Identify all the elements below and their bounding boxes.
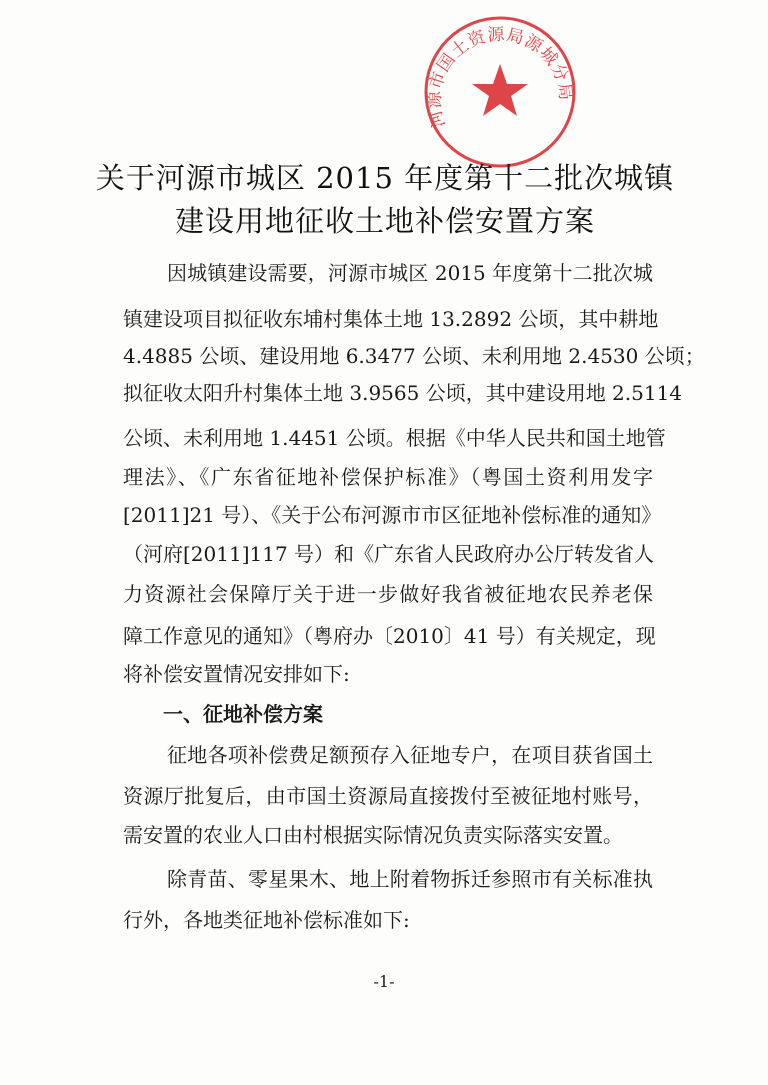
text-line: 镇建设项目拟征收东埔村集体土地 13.2892 公顷，其中耕地 (123, 307, 659, 331)
text-line: 力资源社会保障厅关于进一步做好我省被征地农民养老保 (123, 582, 653, 606)
text-line: 理法》、《广东省征地补偿保护标准》（粤国土资利用发字 (123, 465, 653, 489)
text-line: 需安置的农业人口由村根据实际情况负责实际落实安置。 (123, 823, 623, 847)
section-heading-1: 一、征地补偿方案 (163, 702, 323, 726)
text-line: 拟征收太阳升村集体土地 3.9565 公顷，其中建设用地 2.5114 (123, 381, 683, 405)
text-line: 除青苗、零星果木、地上附着物拆迁参照市有关标准执 (167, 867, 653, 891)
text-line: 征地各项补偿费足额预存入征地专户，在项目获省国土 (167, 743, 653, 767)
official-seal-stamp (420, 12, 580, 172)
text-line: 公顷、未利用地 1.4451 公顷。根据《中华人民共和国土地管 (123, 426, 666, 450)
text-line: 障工作意见的通知》（粤府办〔2010〕41 号）有关规定，现 (123, 624, 656, 648)
text-line: 资源厅批复后，由市国土资源局直接拨付至被征地村账号， (123, 784, 653, 808)
seal-star-icon (472, 64, 528, 116)
page-number: -1- (373, 972, 395, 991)
title-line-2: 建设用地征收土地补偿安置方案 (174, 204, 595, 238)
text-line: 4.4885 公顷、建设用地 6.3477 公顷、未利用地 2.4530 公顷； (123, 344, 705, 368)
text-line: 因城镇建设需要，河源市城区 2015 年度第十二批次城 (167, 261, 653, 285)
text-line: 将补偿安置情况安排如下: (123, 662, 350, 686)
text-line: 行外，各地类征地补偿标准如下: (123, 908, 410, 932)
text-line: （河府[2011]117 号）和《广东省人民政府办公厅转发省人 (123, 542, 655, 566)
title-line-1: 关于河源市城区 2015 年度第十二批次城镇 (95, 161, 675, 195)
text-line: [2011]21 号）、《关于公布河源市市区征地补偿标准的通知》 (123, 503, 662, 527)
svg-text:河源市国土资源局源城分局: 河源市国土资源局源城分局 (424, 24, 576, 131)
